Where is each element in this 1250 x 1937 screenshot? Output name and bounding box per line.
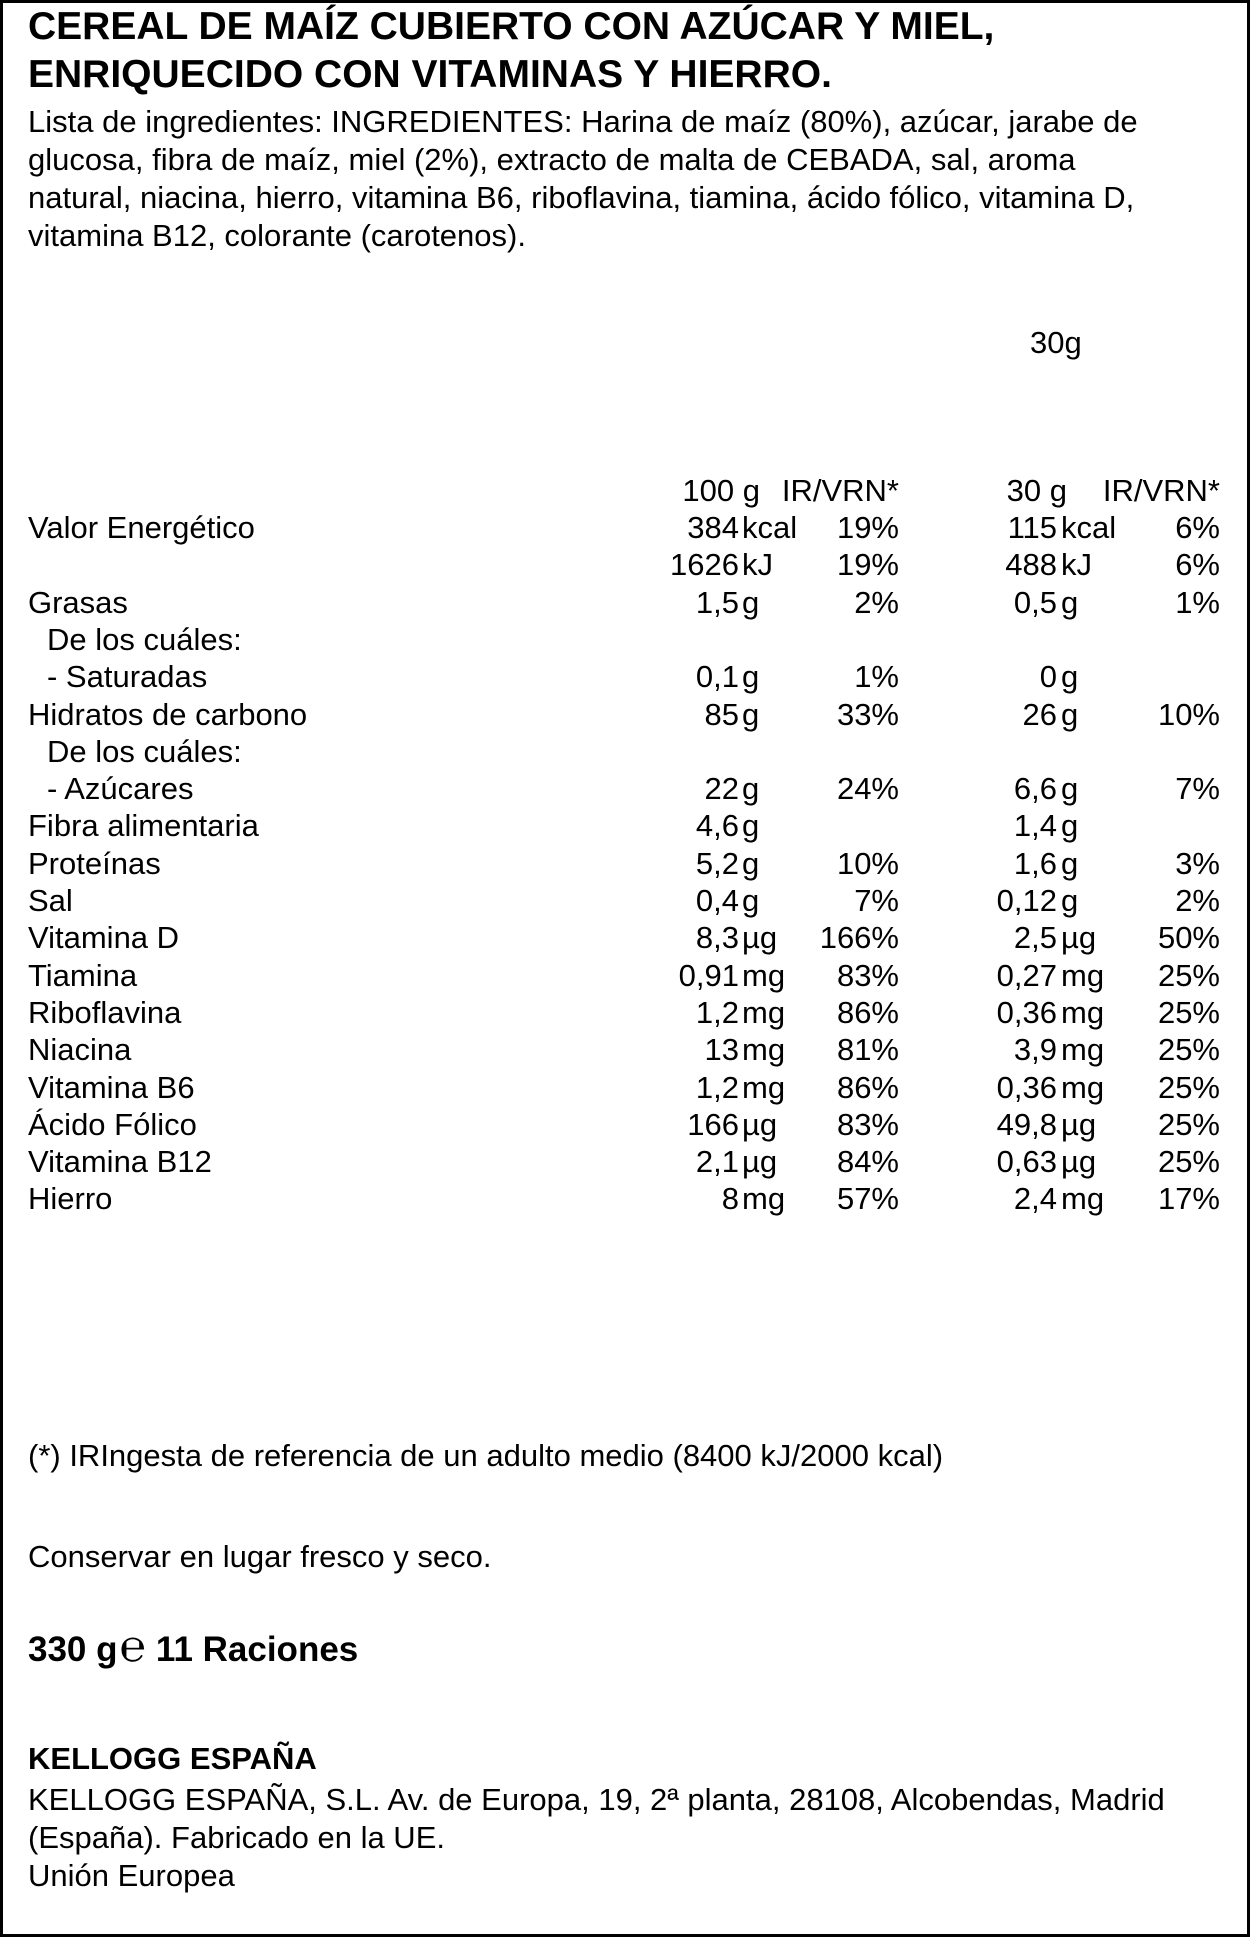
header-per-30g: 30 g xyxy=(1006,473,1067,508)
value-per-100g: 1,5 xyxy=(695,584,739,620)
nutrient-name: Sal xyxy=(28,883,73,918)
value-per-100g: 5,2 xyxy=(695,845,739,881)
net-weight-amount: 330 g xyxy=(28,1630,118,1669)
nutrition-row xyxy=(3,1070,1250,1108)
value-per-100g: 8 xyxy=(721,1181,739,1217)
unit-per-100g: µg xyxy=(742,1106,778,1142)
address-line: (España). Fabricado en la UE. xyxy=(28,1820,445,1855)
unit-per-100g: g xyxy=(742,771,760,807)
value-per-30g: 488 xyxy=(1005,547,1057,583)
value-per-100g: 1,2 xyxy=(695,1069,739,1105)
unit-per-100g: mg xyxy=(742,994,786,1030)
unit-per-30g: kcal xyxy=(1061,510,1117,545)
ir-per-30g: 25% xyxy=(1157,994,1220,1030)
value-per-30g: 3,9 xyxy=(1013,1032,1057,1068)
ir-per-100g: 83% xyxy=(836,1106,899,1142)
unit-per-30g: mg xyxy=(1061,1181,1105,1217)
nutrient-name: Vitamina B12 xyxy=(28,1144,212,1180)
unit-per-100g: g xyxy=(742,659,760,695)
company-address xyxy=(28,1781,1228,1895)
unit-per-100g: g xyxy=(742,808,760,844)
value-per-100g: 2,1 xyxy=(695,1144,739,1180)
nutrition-row xyxy=(3,1181,1250,1219)
ingredients-line: vitamina B12, colorante (carotenos). xyxy=(28,218,526,253)
value-per-100g: 0,91 xyxy=(678,957,739,993)
nutrient-name: Tiamina xyxy=(28,957,138,993)
unit-per-100g: kJ xyxy=(742,547,773,583)
value-per-30g: 2,5 xyxy=(1013,920,1057,956)
value-per-100g: 166 xyxy=(687,1106,739,1142)
nutrient-name: Vitamina B6 xyxy=(28,1069,195,1105)
ir-per-30g: 25% xyxy=(1157,1069,1220,1105)
value-per-100g: 4,6 xyxy=(695,808,739,844)
header-ir-30g: IR/VRN* xyxy=(1102,473,1220,508)
ir-per-30g: 2% xyxy=(1175,883,1220,918)
net-weight xyxy=(28,1621,358,1672)
nutrition-row xyxy=(3,1032,1250,1070)
unit-per-30g: kJ xyxy=(1061,547,1092,583)
unit-per-30g: g xyxy=(1061,883,1079,918)
ir-per-30g: 6% xyxy=(1175,510,1220,545)
value-per-100g: 8,3 xyxy=(695,920,739,956)
product-title xyxy=(28,3,994,99)
nutrition-row xyxy=(3,585,1250,623)
ir-per-100g: 83% xyxy=(836,957,899,993)
value-per-30g: 0,27 xyxy=(996,957,1057,993)
nutrient-name: Grasas xyxy=(28,584,128,620)
value-per-30g: 1,4 xyxy=(1013,808,1057,844)
ir-per-100g: 1% xyxy=(854,659,899,695)
nutrition-row xyxy=(3,510,1250,548)
value-per-30g: 0,36 xyxy=(996,1069,1057,1105)
nutrition-row xyxy=(3,659,1250,697)
value-per-30g: 6,6 xyxy=(1013,771,1057,807)
ir-per-30g: 3% xyxy=(1175,845,1220,881)
ir-per-100g: 10% xyxy=(836,845,899,881)
ir-per-100g: 2% xyxy=(854,584,899,620)
nutrition-row xyxy=(3,846,1250,884)
ir-per-30g: 50% xyxy=(1157,920,1220,956)
header-per-100g: 100 g xyxy=(682,473,760,508)
ir-per-100g: 84% xyxy=(836,1144,899,1180)
nutrient-name: - Azúcares xyxy=(47,771,194,807)
value-per-30g: 0 xyxy=(1039,659,1057,695)
value-per-100g: 22 xyxy=(704,771,739,807)
value-per-30g: 1,6 xyxy=(1013,845,1057,881)
nutrition-row xyxy=(3,995,1250,1033)
nutrient-name: Proteínas xyxy=(28,845,161,881)
ir-per-30g: 25% xyxy=(1157,1106,1220,1142)
unit-per-30g: g xyxy=(1061,771,1079,807)
ir-per-100g: 81% xyxy=(836,1032,899,1068)
ir-per-30g: 25% xyxy=(1157,1032,1220,1068)
ingredients-line: natural, niacina, hierro, vitamina B6, riboflavina, tiamina, ácido fólico, vitamina D, xyxy=(28,180,1135,215)
nutrient-name: Riboflavina xyxy=(28,994,182,1030)
value-per-30g: 49,8 xyxy=(996,1106,1057,1142)
nutrition-row xyxy=(3,622,1250,660)
ir-per-100g: 166% xyxy=(819,920,899,956)
nutrient-name: Hierro xyxy=(28,1181,113,1217)
value-per-100g: 1626 xyxy=(670,547,739,583)
value-per-100g: 13 xyxy=(704,1032,739,1068)
nutrition-row xyxy=(3,1144,1250,1182)
value-per-30g: 0,63 xyxy=(996,1144,1057,1180)
ir-per-100g: 24% xyxy=(836,771,899,807)
nutrient-name: Hidratos de carbono xyxy=(28,696,308,732)
ir-per-100g: 7% xyxy=(854,883,899,918)
ir-per-30g: 10% xyxy=(1157,696,1220,732)
ir-per-30g: 25% xyxy=(1157,957,1220,993)
unit-per-100g: mg xyxy=(742,1069,786,1105)
address-line: Unión Europea xyxy=(28,1858,235,1893)
nutrient-name: - Saturadas xyxy=(47,659,208,695)
unit-per-100g: mg xyxy=(742,1181,786,1217)
servings-count: 11 Raciones xyxy=(155,1630,359,1669)
unit-per-30g: µg xyxy=(1061,1106,1097,1142)
ir-per-100g: 19% xyxy=(836,510,899,545)
ingredients-line: Lista de ingredientes: INGREDIENTES: Harina de maíz (80%), azúcar, jarabe de xyxy=(28,104,1138,139)
unit-per-100g: kcal xyxy=(742,510,798,545)
unit-per-30g: µg xyxy=(1061,920,1097,956)
nutrition-table-header xyxy=(3,473,1250,511)
value-per-100g: 384 xyxy=(687,510,739,545)
nutrition-row xyxy=(3,771,1250,809)
ir-per-100g: 33% xyxy=(836,696,899,732)
nutrient-name: Fibra alimentaria xyxy=(28,808,259,844)
header-ir-100g: IR/VRN* xyxy=(781,473,899,508)
nutrient-name: Niacina xyxy=(28,1032,132,1068)
nutrition-row xyxy=(3,547,1250,585)
unit-per-30g: mg xyxy=(1061,957,1105,993)
nutrient-name: Ácido Fólico xyxy=(28,1106,197,1142)
ingredients-line: glucosa, fibra de maíz, miel (2%), extracto de malta de CEBADA, sal, aroma xyxy=(28,142,1076,177)
unit-per-100g: g xyxy=(742,584,760,620)
nutrient-name: De los cuáles: xyxy=(47,621,242,657)
nutrition-row xyxy=(3,883,1250,921)
nutrition-row xyxy=(3,808,1250,846)
unit-per-100g: g xyxy=(742,883,760,918)
estimated-sign-icon: ℮ xyxy=(119,1621,146,1672)
value-per-30g: 26 xyxy=(1022,696,1057,732)
value-per-100g: 1,2 xyxy=(695,994,739,1030)
nutrition-row xyxy=(3,920,1250,958)
ir-per-30g: 25% xyxy=(1157,1144,1220,1180)
unit-per-30g: mg xyxy=(1061,1032,1105,1068)
value-per-30g: 0,12 xyxy=(996,883,1057,918)
ir-per-30g: 17% xyxy=(1157,1181,1220,1217)
value-per-100g: 85 xyxy=(704,696,739,732)
nutrient-name: Vitamina D xyxy=(28,920,180,956)
ingredients-list xyxy=(28,103,1228,255)
unit-per-30g: µg xyxy=(1061,1144,1097,1180)
ir-per-100g: 86% xyxy=(836,994,899,1030)
nutrition-row xyxy=(3,734,1250,772)
unit-per-30g: g xyxy=(1061,659,1079,695)
nutrition-row xyxy=(3,958,1250,996)
value-per-30g: 115 xyxy=(1007,510,1057,545)
unit-per-30g: g xyxy=(1061,808,1079,844)
unit-per-100g: µg xyxy=(742,920,778,956)
value-per-30g: 2,4 xyxy=(1013,1181,1057,1217)
nutrition-row xyxy=(3,697,1250,735)
unit-per-100g: mg xyxy=(742,1032,786,1068)
address-line: KELLOGG ESPAÑA, S.L. Av. de Europa, 19, 2ª planta, 28108, Alcobendas, Madrid xyxy=(28,1782,1165,1817)
ir-per-100g: 86% xyxy=(836,1069,899,1105)
unit-per-30g: g xyxy=(1061,584,1079,620)
nutrition-row xyxy=(3,1107,1250,1145)
nutrient-name: De los cuáles: xyxy=(47,733,242,769)
value-per-100g: 0,1 xyxy=(695,659,739,695)
storage-instructions: Conservar en lugar fresco y seco. xyxy=(28,1539,492,1574)
ir-per-30g: 1% xyxy=(1175,584,1220,620)
company-name: KELLOGG ESPAÑA xyxy=(28,1741,317,1776)
serving-size: 30g xyxy=(1030,325,1082,360)
ir-per-100g: 19% xyxy=(836,547,899,583)
unit-per-30g: g xyxy=(1061,696,1079,732)
unit-per-30g: mg xyxy=(1061,1069,1105,1105)
value-per-100g: 0,4 xyxy=(695,883,739,918)
unit-per-100g: µg xyxy=(742,1144,778,1180)
title-line: CEREAL DE MAÍZ CUBIERTO CON AZÚCAR Y MIEL, xyxy=(28,5,995,48)
nutrient-name: Valor Energético xyxy=(28,510,255,545)
ir-per-100g: 57% xyxy=(836,1181,899,1217)
value-per-30g: 0,5 xyxy=(1013,584,1057,620)
unit-per-30g: g xyxy=(1061,845,1079,881)
ir-per-30g: 7% xyxy=(1175,771,1220,807)
footnote: (*) IRIngesta de referencia de un adulto medio (8400 kJ/2000 kcal) xyxy=(28,1438,944,1473)
unit-per-30g: mg xyxy=(1061,994,1105,1030)
ir-per-30g: 6% xyxy=(1175,547,1220,583)
title-line: ENRIQUECIDO CON VITAMINAS Y HIERRO. xyxy=(28,53,832,96)
unit-per-100g: mg xyxy=(742,957,786,993)
unit-per-100g: g xyxy=(742,696,760,732)
unit-per-100g: g xyxy=(742,845,760,881)
value-per-30g: 0,36 xyxy=(996,994,1057,1030)
